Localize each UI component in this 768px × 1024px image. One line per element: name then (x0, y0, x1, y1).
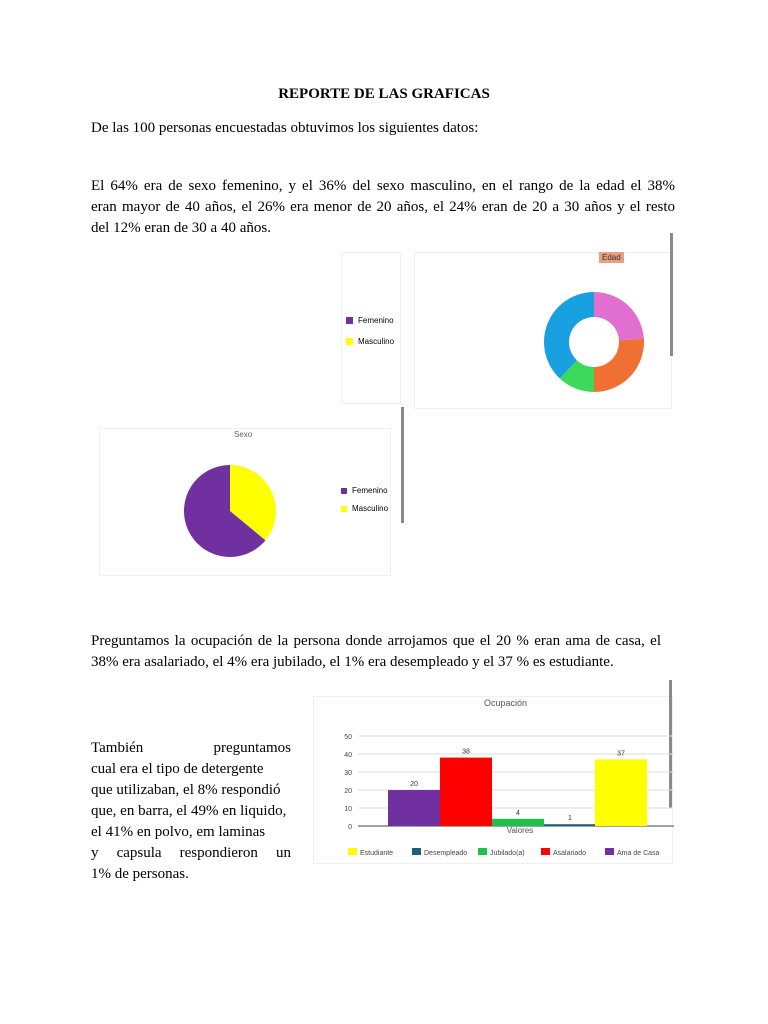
intro-paragraph: De las 100 personas encuestadas obtuvimos los siguientes datos: (91, 120, 479, 136)
sexo-legend-item-masculino (341, 504, 388, 513)
detergent-paragraph (91, 738, 291, 885)
ocupacion-chart-title: Ocupación (484, 698, 528, 708)
bar-value-label: 38 (462, 748, 470, 756)
bar-value-label: 1 (568, 815, 572, 823)
edad-slice (594, 292, 644, 340)
legend-swatch (605, 848, 614, 855)
occupation-line-1: Preguntamos la ocupación de la persona donde arrojamos que el 20 % eran ama de casa, el (91, 633, 661, 649)
edad-chart-divider (670, 233, 673, 356)
y-tick-label: 0 (348, 824, 352, 831)
edad-donut-chart (530, 282, 660, 402)
legend-swatch (541, 848, 550, 855)
detergent-line-7: 1% de personas. (91, 866, 189, 882)
legend-swatch (412, 848, 421, 855)
detergent-line-1: También preguntamos (91, 740, 291, 756)
sexo-legend (341, 486, 388, 513)
bar-estudiante (595, 759, 647, 826)
detergent-line-6: y capsula respondieron un (91, 845, 291, 861)
occupation-paragraph (91, 631, 661, 673)
bar-ama-de-casa (388, 790, 440, 826)
legend-item-femenino (346, 316, 394, 325)
legend-swatch-femenino (346, 317, 353, 324)
legend-swatch (478, 848, 487, 855)
detergent-line-4: que, en barra, el 49% en liquido, (91, 803, 287, 819)
detergent-line-5: el 41% en polvo, em laminas (91, 824, 266, 840)
sexo-legend-swatch-masculino (341, 506, 347, 512)
bar-value-label: 4 (516, 809, 520, 817)
demographics-line-3: del 12% eran de 30 a 40 años. (91, 220, 271, 236)
sexo-chart-divider (401, 407, 404, 523)
occupation-line-2: 38% era asalariado, el 4% era jubilado, el 1% era desempleado y el 37 % es estudiante. (91, 654, 614, 670)
page-title: REPORTE DE LAS GRAFICAS (278, 86, 490, 102)
bar-value-label: 37 (617, 750, 625, 758)
x-axis-label: Valores (506, 826, 534, 835)
bar-desempleado (544, 824, 596, 826)
sexo-legend-item-femenino (341, 486, 388, 495)
demographics-line-2: eran mayor de 40 años, el 26% era menor de 20 años, el 24% eran de 20 a 30 años y el resto (91, 199, 675, 215)
legend-only-chart (346, 316, 394, 346)
legend-label-femenino: Femenino (358, 316, 394, 325)
y-tick-label: 30 (344, 770, 352, 777)
y-tick-label: 20 (344, 788, 352, 795)
bar-asalariado (440, 758, 492, 826)
sexo-legend-label-femenino: Femenino (352, 486, 388, 495)
legend-label-masculino: Masculino (358, 337, 395, 346)
legend-label: Desempleado (424, 850, 468, 857)
sexo-chart-title: Sexo (234, 430, 253, 439)
edad-slice (544, 292, 594, 378)
y-tick-label: 50 (344, 734, 352, 741)
detergent-line-2: cual era el tipo de detergente (91, 761, 264, 777)
sexo-pie-chart (180, 464, 280, 558)
legend-label: Estudiante (360, 850, 394, 857)
legend-label: Ama de Casa (617, 850, 660, 857)
edad-chart-title: Edad (599, 252, 624, 263)
legend-label: Jubilado(a) (490, 850, 525, 857)
legend-swatch (348, 848, 357, 855)
detergent-line-3: que utilizaban, el 8% respondió (91, 782, 281, 798)
sexo-legend-swatch-femenino (341, 488, 347, 494)
sexo-legend-label-masculino: Masculino (352, 504, 389, 513)
ocupacion-bar-chart (330, 726, 678, 866)
legend-swatch-masculino (346, 338, 353, 345)
legend-label: Asalariado (553, 850, 587, 857)
edad-slice (594, 339, 644, 392)
y-tick-label: 40 (344, 752, 352, 759)
y-tick-label: 10 (344, 806, 352, 813)
bar-jubilado-a- (492, 819, 544, 826)
legend-item-masculino (346, 337, 394, 346)
bar-value-label: 20 (410, 781, 418, 788)
demographics-line-1: El 64% era de sexo femenino, y el 36% del sexo masculino, en el rango de la edad el 38% (91, 178, 675, 194)
demographics-paragraph (91, 176, 675, 239)
